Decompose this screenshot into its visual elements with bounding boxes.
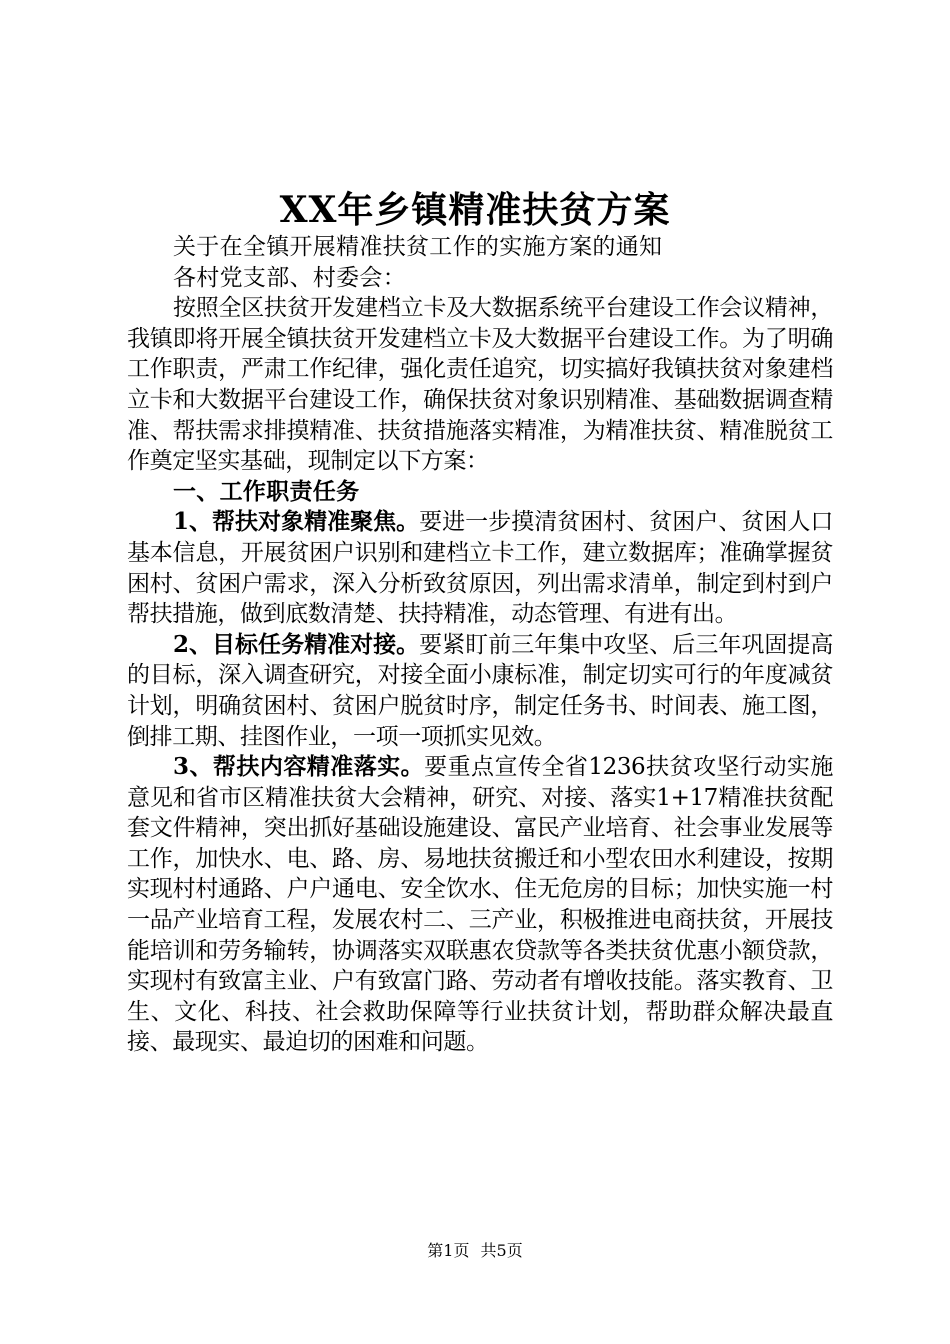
item-paragraph (127, 630, 833, 752)
section-heading-1: 一、工作职责任务 (173, 477, 360, 505)
item-paragraph (127, 752, 833, 1058)
item-lead: 3、帮扶内容精准落实。 (173, 753, 425, 781)
addressee: 各村党支部、村委会： (173, 264, 406, 291)
notice-title: 关于在全镇开展精准扶贫工作的实施方案的通知 (173, 234, 663, 260)
item-lead: 1、帮扶对象精准聚焦。 (173, 508, 420, 536)
document-body (127, 232, 833, 1058)
page-footer: 第1页 共5页 (427, 1241, 523, 1260)
item-text: 要紧盯前三年集中攻坚、后三年巩固提高的目标，深入调查研究，对接全面小康标准，制定切实可行的年度减贫计划，明确贫困村、贫困户脱贫时序，制定任务书、时间表、施工图，倒排工期、挂图作业，一项一项抓实见效。 (127, 631, 833, 750)
item-text: 要重点宣传全省1236扶贫攻坚行动实施意见和省市区精准扶贫大会精神，研究、对接、落实1+17精准扶贫配套文件精神，突出抓好基础设施建设、富民产业培育、社会事业发展等工作，加快水、电、路、房、易地扶贫搬迁和小型农田水利建设，按期实现村村通路、户户通电、安全饮水、住无危房的目标；加快实施一村一品产业培育工程，发展农村二、三产业，积极推进电商扶贫，开展技能培训和劳务输转，协调落实双联惠农贷款等各类扶贫优惠小额贷款，实现村有致富主业、户有致富门路、劳动者有增收技能。落实教育、卫生、文化、科技、社会救助保障等行业扶贫计划，帮助群众解决最直接、最现实、最迫切的困难和问题。 (127, 754, 833, 1056)
intro-paragraph: 按照全区扶贫开发建档立卡及大数据系统平台建设工作会议精神，我镇即将开展全镇扶贫开发建档立卡及大数据平台建设工作。为了明确工作职责，严肃工作纪律，强化责任追究，切实搞好我镇扶贫对象建档立卡和大数据平台建设工作，确保扶贫对象识别精准、基础数据调查精准、帮扶需求排摸精准、扶贫措施落实精准，为精准扶贫、精准脱贫工作奠定坚实基础，现制定以下方案： (127, 295, 833, 475)
document-title: XX年乡镇精准扶贫方案 (279, 189, 671, 231)
item-text: 要进一步摸清贫困村、贫困户、贫困人口基本信息，开展贫困户识别和建档立卡工作，建立数据库；准确掌握贫困村、贫困户需求，深入分析致贫原因，列出需求清单，制定到村到户帮扶措施，做到底数清楚、扶持精准，动态管理、有进有出。 (127, 509, 833, 628)
item-lead: 2、目标任务精准对接。 (173, 630, 420, 658)
item-paragraph (127, 507, 833, 629)
